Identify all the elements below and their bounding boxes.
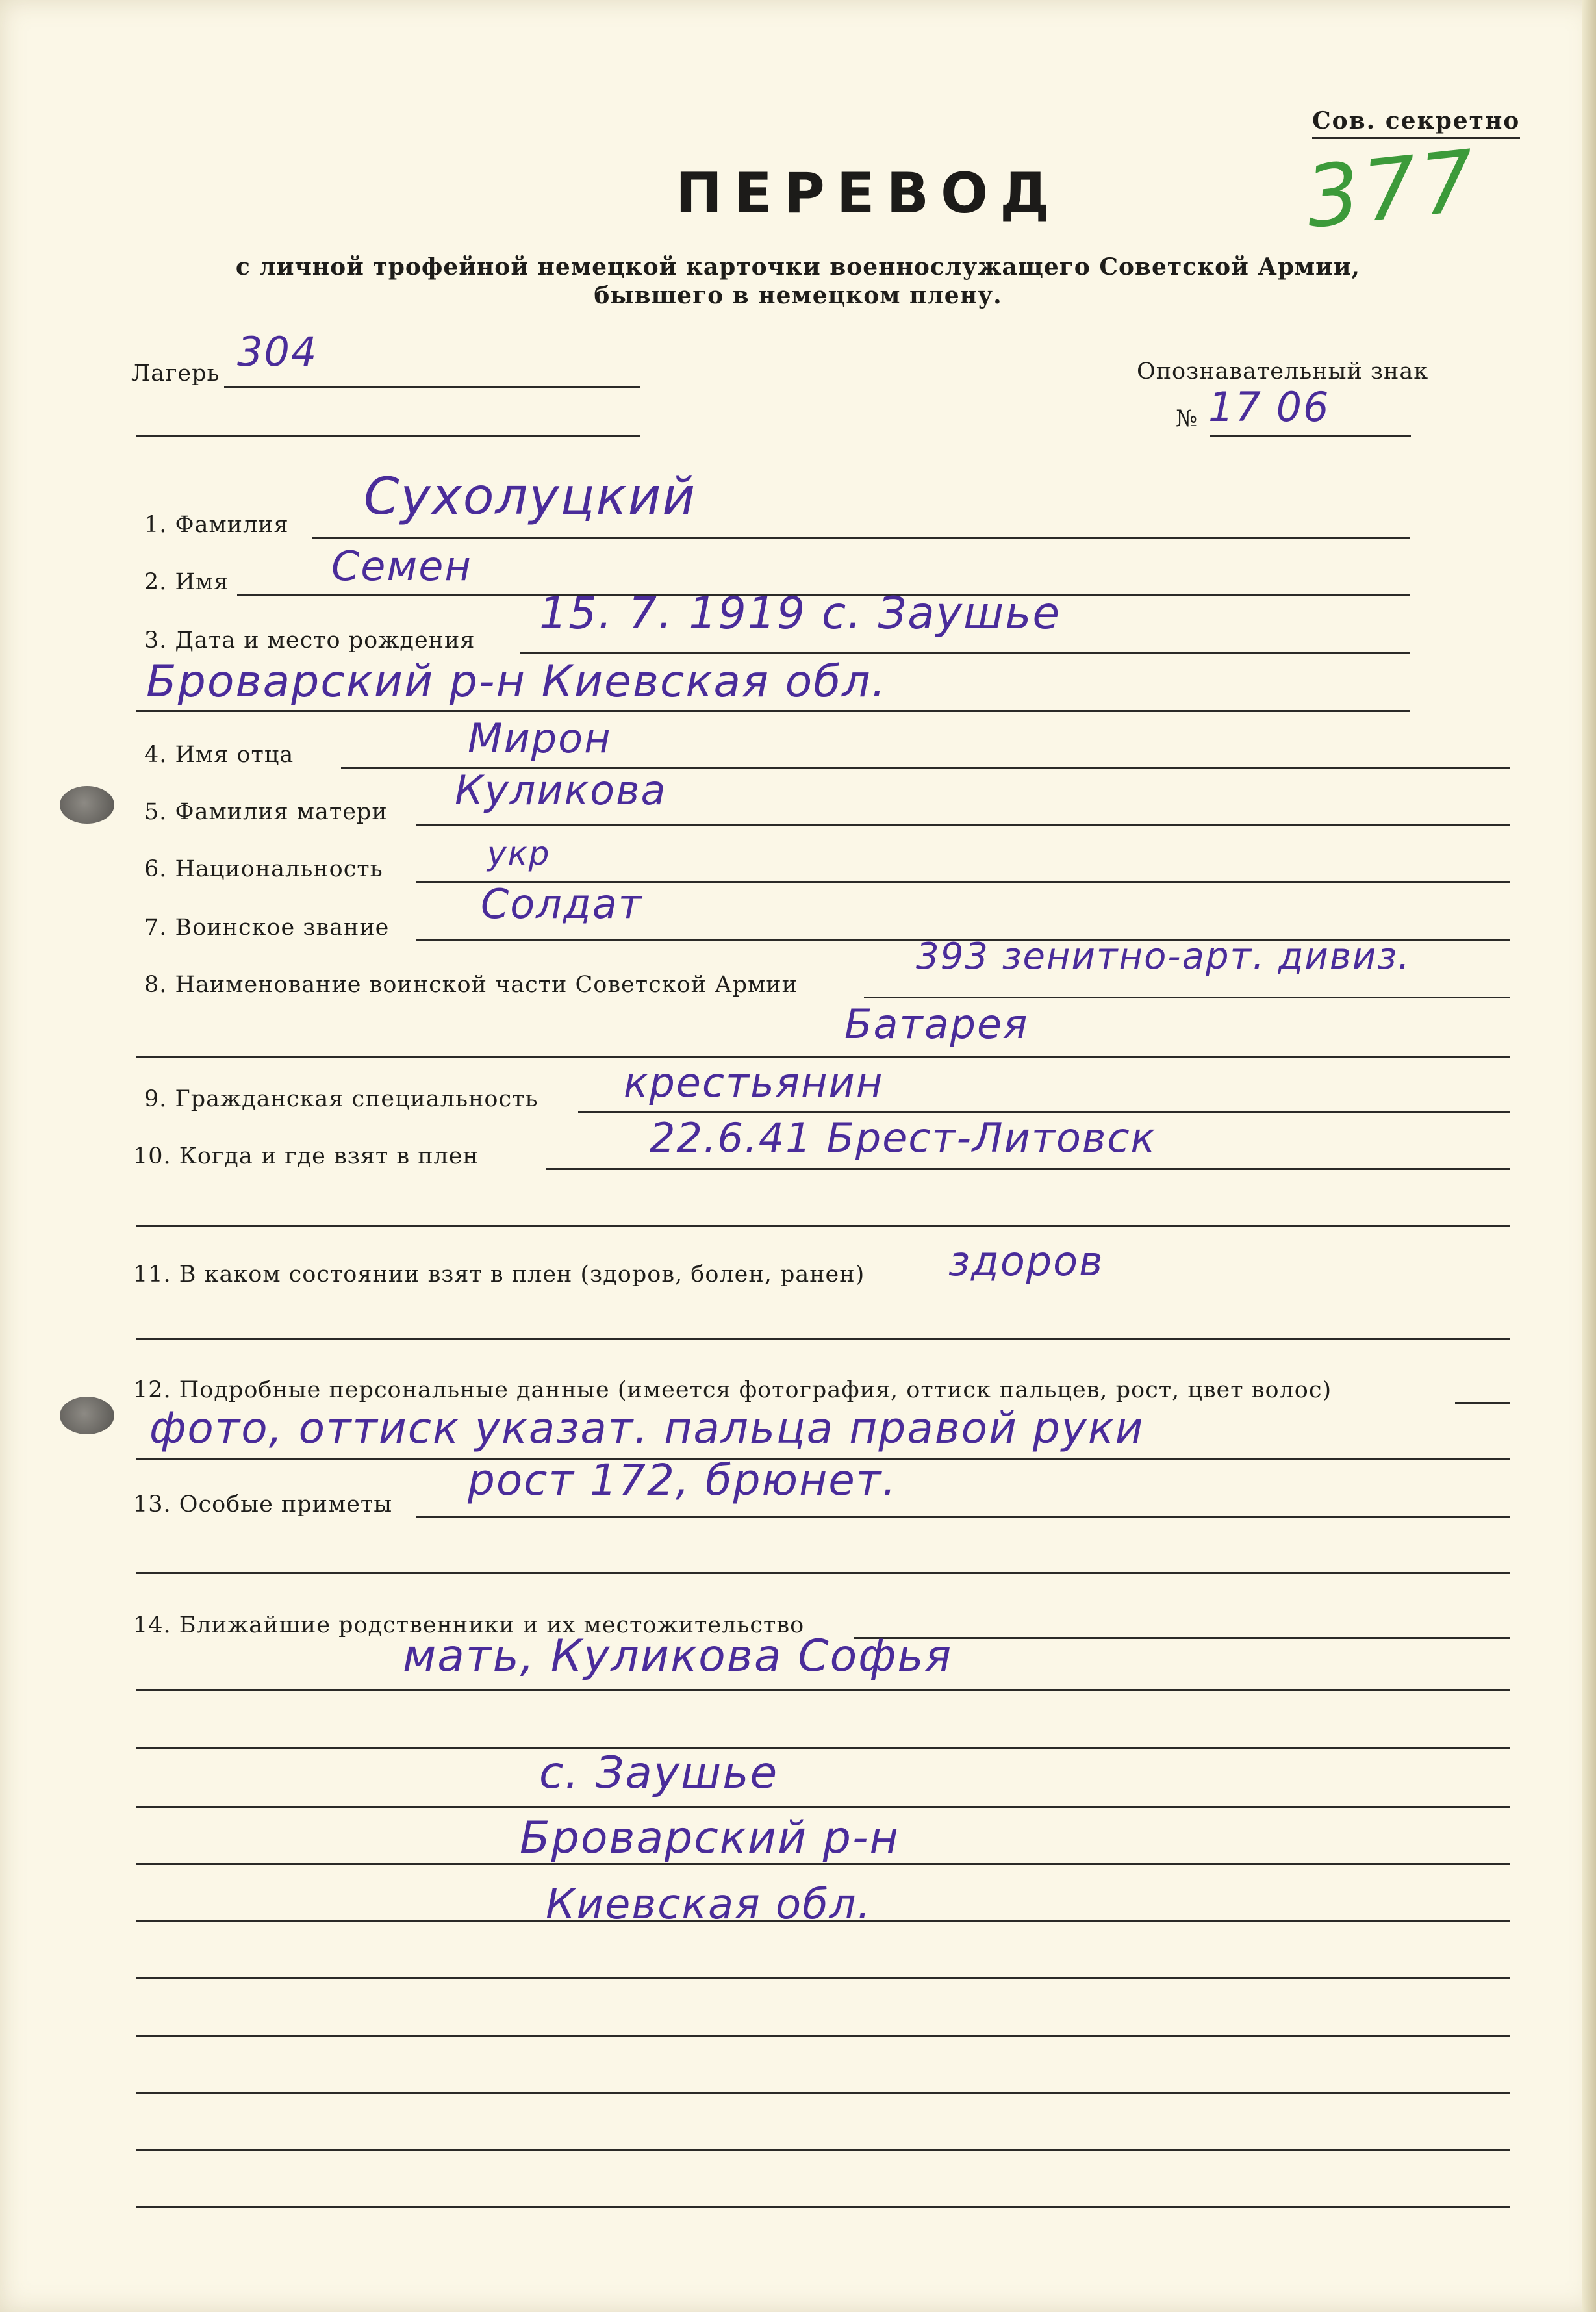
unit-line <box>864 997 1510 998</box>
surname-label: 1. Фамилия <box>144 512 289 538</box>
relatives-line-7 <box>136 1977 1510 1979</box>
tag-label: Опознавательный знак <box>1137 359 1429 385</box>
relatives-line-9 <box>136 2092 1510 2094</box>
unit-value: 393 зенитно-арт. дивиз. <box>916 935 1411 978</box>
relatives-line-4 <box>136 1806 1510 1808</box>
unit-value-line2: Батарея <box>844 1000 1029 1048</box>
special-marks-label: 13. Особые приметы <box>133 1492 393 1518</box>
rank-value: Солдат <box>481 880 643 928</box>
mother-surname-label: 5. Фамилия матери <box>144 799 388 825</box>
condition-label: 11. В каком состоянии взят в плен (здоров, болен, ранен) <box>133 1262 865 1288</box>
tag-value: 17 06 <box>1208 383 1330 431</box>
relatives-line-3 <box>136 1747 1510 1749</box>
relatives-line <box>854 1637 1510 1639</box>
special-marks-value: рост 172, брюнет. <box>468 1455 898 1505</box>
nationality-label: 6. Национальность <box>144 856 383 882</box>
paper-edge <box>1582 0 1596 2312</box>
tag-line <box>1210 435 1411 437</box>
registry-number: 377 <box>1300 131 1484 248</box>
nationality-value: укр <box>487 835 551 872</box>
birth-value-line2: Броварский р-н Киевская обл. <box>146 656 887 707</box>
unit-line-2 <box>136 1056 1510 1058</box>
relatives-address-line2: Броварский р-н <box>520 1812 900 1864</box>
classification-stamp: Сов. секретно <box>1312 107 1520 139</box>
relatives-label: 14. Ближайшие родственники и их местожительство <box>133 1612 805 1638</box>
father-name-value: Мирон <box>468 715 612 762</box>
personal-data-label: 12. Подробные персональные данные (имеется фотография, оттиск пальцев, рост, цвет волос) <box>133 1377 1332 1403</box>
birth-line <box>520 652 1410 654</box>
personal-data-line-end <box>1455 1402 1510 1404</box>
civil-profession-value: крестьянин <box>624 1059 884 1106</box>
capture-line <box>546 1168 1510 1170</box>
father-name-label: 4. Имя отца <box>144 742 294 768</box>
unit-label: 8. Наименование воинской части Советской Армии <box>144 972 798 998</box>
camp-value: 304 <box>237 328 318 375</box>
subtitle-line2: бывшего в немецком плену. <box>594 282 1002 309</box>
special-marks-line <box>416 1516 1510 1518</box>
relatives-line-10 <box>136 2149 1510 2151</box>
birth-line-2 <box>136 710 1410 712</box>
camp-label: Лагерь <box>131 361 220 387</box>
condition-value: здоров <box>948 1238 1104 1285</box>
punch-hole-top <box>60 786 114 824</box>
relatives-line-8 <box>136 2035 1510 2037</box>
mother-surname-value: Куликова <box>455 767 667 814</box>
mother-surname-line <box>416 824 1510 826</box>
camp-line-2 <box>136 435 640 437</box>
condition-line <box>136 1338 1510 1340</box>
personal-data-value: фото, оттиск указат. пальца правой руки <box>149 1403 1145 1453</box>
first-name-label: 2. Имя <box>144 569 229 595</box>
subtitle-line1: с личной трофейной немецкой карточки военнослужащего Советской Армии, <box>235 253 1361 281</box>
birth-value: 15. 7. 1919 с. Заушье <box>539 588 1061 639</box>
tag-number-label: № <box>1176 406 1198 432</box>
rank-label: 7. Воинское звание <box>144 915 390 941</box>
surname-line <box>312 537 1410 539</box>
relatives-line-6 <box>136 1920 1510 1922</box>
relatives-address-line1: с. Заушье <box>539 1747 779 1799</box>
camp-line <box>224 386 640 388</box>
surname-value: Сухолуцкий <box>364 468 697 526</box>
capture-value: 22.6.41 Брест-Литовск <box>650 1114 1157 1162</box>
relatives-line-11 <box>136 2206 1510 2208</box>
birth-label: 3. Дата и место рождения <box>144 628 475 654</box>
punch-hole-bottom <box>60 1397 114 1434</box>
relatives-line-5 <box>136 1863 1510 1865</box>
capture-line-2 <box>136 1225 1510 1227</box>
civil-profession-line <box>578 1111 1510 1113</box>
relatives-line-2 <box>136 1689 1510 1691</box>
relatives-address-line3: Киевская обл. <box>546 1881 872 1929</box>
capture-label: 10. Когда и где взят в плен <box>133 1143 479 1169</box>
document-title: ПЕРЕВОД <box>676 161 1061 226</box>
first-name-value: Семен <box>331 542 472 590</box>
special-marks-line-2 <box>136 1572 1510 1574</box>
relatives-value: мать, Куликова Софья <box>403 1631 953 1682</box>
civil-profession-label: 9. Гражданская специальность <box>144 1086 538 1112</box>
